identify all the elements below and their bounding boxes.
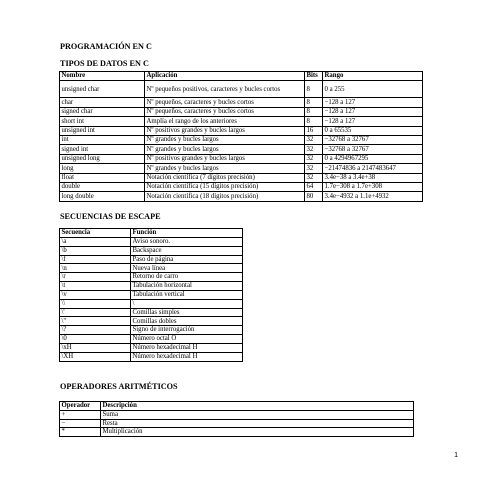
type-range: 3.4e−38 a 3.4e+38 [323,173,423,182]
table-row [60,117,423,126]
escape-function: Comillas dobles [131,317,243,326]
type-range: 0 a 255 [323,81,423,98]
table-row [60,343,243,352]
column-header: Descripción [101,402,414,411]
operator-symbol: − [60,419,101,428]
type-name: int [60,135,145,144]
escape-function: \ [131,299,243,308]
type-range: −32768 a 32767 [323,135,423,144]
table-row [60,308,243,317]
escape-function: Retorno de carro [131,273,243,282]
escape-function: Nueva línea [131,264,243,273]
escape-sequence: \xH [60,343,131,352]
operator-symbol: * [60,428,101,437]
page-number: 1 [454,452,458,459]
type-bits: 32 [305,145,323,154]
type-name: signed char [60,107,145,116]
table-row [60,173,423,182]
type-bits: 32 [305,173,323,182]
type-name: char [60,98,145,107]
table-row [60,273,243,282]
table-row [60,81,423,98]
type-application: Nº grandes y bucles largos [145,164,305,173]
escape-sequence: \\ [60,299,131,308]
column-header: Operador [60,402,101,411]
type-bits: 64 [305,182,323,191]
type-application: Nº positivos grandes y bucles largos [145,126,305,135]
column-header: Secuencia [60,229,131,238]
document-title: PROGRAMACIÓN EN C [60,42,152,51]
type-range: −128 a 127 [323,117,423,126]
escape-sequence: \t [60,282,131,291]
type-name: float [60,173,145,182]
arithmetic-operators-table [59,401,414,437]
type-bits: 80 [305,192,323,201]
column-header: Aplicación [145,72,305,81]
type-name: short int [60,117,145,126]
table-row [60,317,243,326]
escape-sequence: \" [60,317,131,326]
data-types-table [59,71,423,202]
type-name: unsigned long [60,154,145,163]
escape-function: Número hexadecimal H [131,343,243,352]
table-row [60,282,243,291]
type-application: Nº pequeños, caracteres y bucles cortos [145,98,305,107]
type-range: 0 a 65535 [323,126,423,135]
type-application: Notación científica (18 dígitos precisión) [145,192,305,201]
type-bits: 32 [305,154,323,163]
column-header: Bits [305,72,323,81]
type-range: −21474836 a 2147483647 [323,164,423,173]
table-row [60,164,423,173]
table-row [60,154,423,163]
type-application: Nº pequeños, caracteres y bucles cortos [145,107,305,116]
type-bits: 8 [305,81,323,98]
operator-description: Resta [101,419,414,428]
type-bits: 8 [305,107,323,116]
escape-sequence: \a [60,237,131,246]
escape-sequence: \n [60,264,131,273]
section-heading-tipos: TIPOS DE DATOS EN C [60,59,149,68]
table-row [60,410,414,419]
table-row [60,145,423,154]
table-row [60,182,423,191]
escape-sequence: \XH [60,352,131,361]
escape-function: Tabulación horizontal [131,282,243,291]
type-name: long double [60,192,145,201]
operator-description: Multiplicación [101,428,414,437]
type-bits: 8 [305,117,323,126]
type-application: Nº positivos grandes y bucles largos [145,154,305,163]
type-bits: 32 [305,164,323,173]
escape-sequence: \f [60,255,131,264]
escape-function: Signo de interrogación [131,326,243,335]
escape-function: Paso de página [131,255,243,264]
type-application: Notación científica (15 dígitos precisión) [145,182,305,191]
table-row [60,237,243,246]
type-range: 0 a 4294967295 [323,154,423,163]
table-row [60,299,243,308]
table-row [60,192,423,201]
table-row [60,98,423,107]
table-row [60,352,243,361]
escape-function: Backspace [131,246,243,255]
table-header-row [60,402,414,411]
column-header: Función [131,229,243,238]
escape-function: Número hexadecimal H [131,352,243,361]
table-row [60,126,423,135]
type-application: Nº pequeños positivos, caracteres y bucles cortos [145,81,305,98]
operator-symbol: + [60,410,101,419]
table-row [60,290,243,299]
type-range: 1.7e−308 a 1.7e+308 [323,182,423,191]
type-range: −128 a 127 [323,98,423,107]
table-row [60,326,243,335]
type-application: Nº grandes y bucles largos [145,135,305,144]
type-name: unsigned int [60,126,145,135]
section-heading-escape: SECUENCIAS DE ESCAPE [60,212,161,221]
column-header: Nombre [60,72,145,81]
escape-sequence: \v [60,290,131,299]
table-row [60,335,243,344]
escape-function: Aviso sonoro. [131,237,243,246]
type-name: long [60,164,145,173]
table-header-row [60,72,423,81]
table-row [60,255,243,264]
table-row [60,246,243,255]
type-range: 3.4e−4932 a 1.1e+4932 [323,192,423,201]
table-row [60,264,243,273]
type-range: −32768 a 32767 [323,145,423,154]
escape-function: Número octal O [131,335,243,344]
table-row [60,107,423,116]
escape-function: Tabulación vertical [131,290,243,299]
escape-sequence: \0 [60,335,131,344]
table-header-row [60,229,243,238]
type-name: signed int [60,145,145,154]
escape-sequence: \' [60,308,131,317]
escape-sequence: \? [60,326,131,335]
type-application: Notación científica (7 dígitos precisión) [145,173,305,182]
escape-function: Comillas simples [131,308,243,317]
type-range: −128 a 127 [323,107,423,116]
type-application: Amplía el rango de los anteriores [145,117,305,126]
type-name: unsigned char [60,81,145,98]
type-bits: 16 [305,126,323,135]
section-heading-operadores: OPERADORES ARITMÉTICOS [60,382,178,391]
table-row [60,135,423,144]
column-header: Rango [323,72,423,81]
table-row [60,428,414,437]
type-bits: 32 [305,135,323,144]
table-row [60,419,414,428]
escape-sequence: \r [60,273,131,282]
type-bits: 8 [305,98,323,107]
type-application: Nº grandes y bucles largos [145,145,305,154]
type-name: double [60,182,145,191]
escape-sequence: \b [60,246,131,255]
escape-sequences-table [59,228,243,362]
operator-description: Suma [101,410,414,419]
